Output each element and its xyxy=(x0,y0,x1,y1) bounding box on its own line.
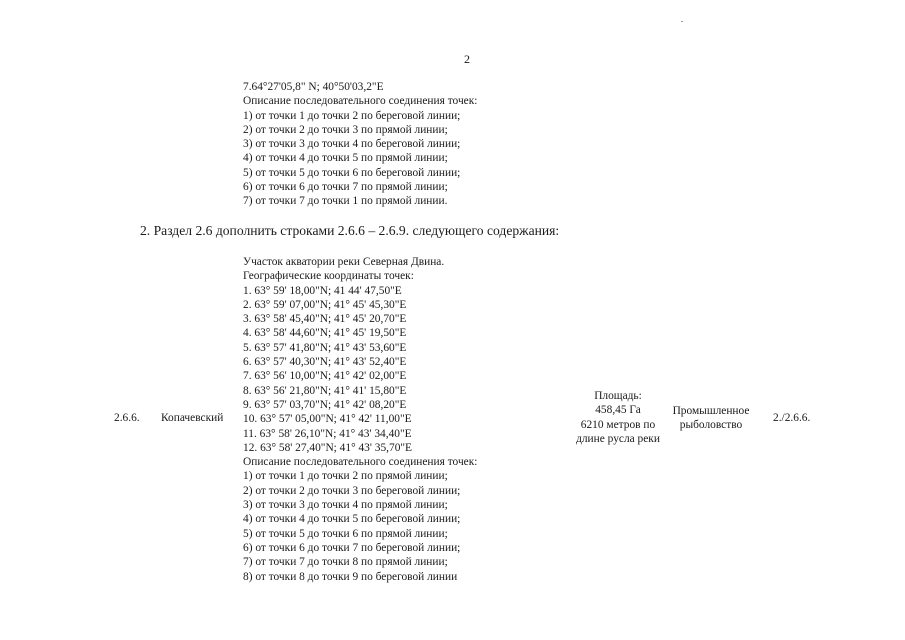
row-area xyxy=(568,389,668,446)
text-line: 8) от точки 8 до точки 9 по береговой линии xyxy=(243,570,458,583)
row-purpose xyxy=(666,404,756,433)
text-line: 5) от точки 5 до точки 6 по береговой линии; xyxy=(243,166,461,179)
text-line: 3) от точки 3 до точки 4 по прямой линии; xyxy=(243,499,448,512)
area-line: 6210 метров по xyxy=(580,418,656,431)
text-line: 3. 63° 58' 45,40"N; 41° 45' 20,70"E xyxy=(243,313,407,326)
text-line: 6. 63° 57' 40,30"N; 41° 43' 52,40"E xyxy=(243,356,407,369)
area-line: Площадь: xyxy=(594,390,642,402)
text-line: 8. 63° 56' 21,80"N; 41° 41' 15,80"E xyxy=(243,384,407,397)
text-line: 11. 63° 58' 26,10"N; 41° 43' 34,40"E xyxy=(243,427,412,440)
text-line: Участок акватории реки Северная Двина. xyxy=(243,256,445,268)
text-line: 2) от точки 2 до точки 3 по береговой линии; xyxy=(243,484,461,497)
text-line: Географические координаты точек: xyxy=(243,270,414,283)
text-line: 1. 63° 59' 18,00"N; 41 44' 47,50"E xyxy=(243,284,402,297)
boundary-description-previous xyxy=(243,80,477,209)
row-name: Копачевский xyxy=(161,412,224,424)
text-line: 1) от точки 1 до точки 2 по прямой линии; xyxy=(243,470,448,483)
area-line: длине русла реки xyxy=(576,432,660,445)
text-line: 7. 63° 56' 10,00"N; 41° 42' 02,00"E xyxy=(243,370,407,383)
text-line: 12. 63° 58' 27,40"N; 41° 43' 35,70"E xyxy=(243,441,413,454)
text-line: Описание последовательного соединения точек: xyxy=(243,95,478,108)
row-code: 2./2.6.6. xyxy=(773,412,811,424)
text-line: 7) от точки 7 до точки 8 по прямой линии; xyxy=(243,556,448,569)
text-line: 10. 63° 57' 05,00"N; 41° 42' 11,00"E xyxy=(243,413,412,426)
text-line: 4) от точки 4 до точки 5 по береговой линии; xyxy=(243,513,461,526)
row-number: 2.6.6. xyxy=(114,412,140,424)
text-line: 5) от точки 5 до точки 6 по прямой линии; xyxy=(243,527,448,540)
text-line: 2) от точки 2 до точки 3 по прямой линии; xyxy=(243,123,448,136)
text-line: 3) от точки 3 до точки 4 по береговой линии; xyxy=(243,138,461,151)
text-line: 9. 63° 57' 03,70"N; 41° 42' 08,20"E xyxy=(243,398,407,411)
area-line: 458,45 Га xyxy=(595,404,641,417)
text-line: 2. 63° 59' 07,00"N; 41° 45' 45,30"E xyxy=(243,298,407,311)
boundary-description-2-6-6 xyxy=(243,255,477,584)
text-line: 4. 63° 58' 44,60"N; 41° 45' 19,50"E xyxy=(243,327,407,340)
text-line: 6) от точки 6 до точки 7 по береговой линии; xyxy=(243,541,461,554)
scan-speck xyxy=(681,21,683,22)
page-number: 2 xyxy=(464,52,470,66)
text-line: Описание последовательного соединения точек: xyxy=(243,456,478,469)
text-line: 7) от точки 7 до точки 1 по прямой линии. xyxy=(243,195,448,208)
text-line: 7.64°27'05,8" N; 40°50'03,2"E xyxy=(243,81,384,93)
text-line: 1) от точки 1 до точки 2 по береговой линии; xyxy=(243,109,461,122)
section-heading: 2. Раздел 2.6 дополнить строками 2.6.6 – 2.6.9. следующего содержания: xyxy=(140,223,560,238)
text-line: 6) от точки 6 до точки 7 по прямой линии; xyxy=(243,181,448,194)
purpose-line: Промышленное xyxy=(672,405,750,417)
purpose-line: рыболовство xyxy=(679,419,743,432)
text-line: 5. 63° 57' 41,80"N; 41° 43' 53,60"E xyxy=(243,341,407,354)
text-line: 4) от точки 4 до точки 5 по прямой линии; xyxy=(243,152,448,165)
